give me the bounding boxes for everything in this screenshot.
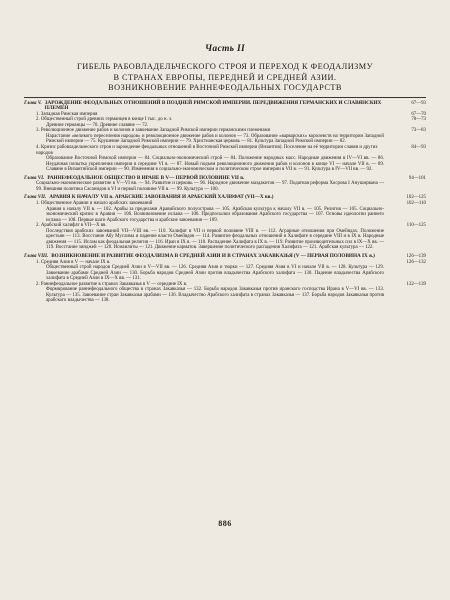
divider (24, 97, 426, 98)
chapter-title: РАННЕФЕОДАЛЬНОЕ ОБЩЕСТВО В ИРАНЕ В V— ПЕРВОЙ ПОЛОВИНЕ VII в. (47, 174, 245, 181)
section-detail: Образование Восточной Римской империи — 84. Социально-экономический строй — 84. Положение народных масс. Народные движения в IV—VI вв. — 86. Неудачная попытка укрепления империи в середине VI в. — 87. Новый подъем революционного движения рабов и колонов в конце VI — начале VII в. — 89. Славяне в Византийской империи — 90. Изменения в социально-экономическом и политическом строе империи в VII в. — 91. Культура в IV—VII вв. — 92. (46, 156, 384, 173)
chapter-detail: Социально-экономическое развитие в V—VI вв. — 94. Развитие и церковь — 96. Народное движение маздакитов — 97. Податная реформа Хосрова I Ануширвана — 99. Внешняя политика Сасанидов в VI и первой половине VII в. — 99. Культура — 100. (36, 181, 384, 192)
chapter-title: ЗАРОЖДЕНИЕ ФЕОДАЛЬНЫХ ОТНОШЕНИЙ В ПОЗДНЕЙ РИМСКОЙ ИМПЕРИИ. ПЕРЕДВИЖЕНИЯ ГЕРМАНСКИХ И СЛАВЯНСКИХ ПЛЕМЕН (44, 99, 382, 112)
section-detail: Аравия к началу VII в. — 102. Арабы за пределами Аравийского полуострова — 105. Арабская культура к началу VII в. — 105. Религия — 105. Социально-экономический кризис в Аравии — 106. Возникновение ислама — 106. Предпосылки образования Арабского государства — 107. Основы идеологии раннего ислама — 108. Первые шаги Арабского государства и арабские завоевания — 109. (46, 206, 384, 223)
page-number: 886 (218, 519, 232, 528)
section-row (24, 223, 426, 229)
section-pages: 73—83 (411, 128, 426, 134)
chapter-row (24, 101, 426, 112)
chapter-pages: 67—93 (411, 100, 426, 106)
section-title: 2. Общественный строй древних германцев в конце I тыс. до н. э. (36, 117, 173, 123)
part-title: Часть II (205, 44, 245, 54)
section-title: 3. Революционное движение рабов и колонов и завоевание Западной Римской империи германскими племенами (36, 128, 271, 134)
section-pages: 126—132 (406, 259, 426, 265)
section-pages: 67—70 (411, 111, 426, 117)
title-line: ГИБЕЛЬ РАБОВЛАДЕЛЬЧЕСКОГО СТРОЯ И ПЕРЕХОД К ФЕОДАЛИЗМУ (77, 62, 373, 71)
section-row (24, 201, 426, 207)
section-pages: 132—139 (406, 281, 426, 287)
chapter-title: ВОЗНИКНОВЕНИЕ И РАЗВИТИЕ ФЕОДАЛИЗМА В СРЕДНЕЙ АЗИИ И В СТРАНАХ ЗАКАВКАЗЬЯ (V — ПЕРВАЯ ПОЛОВИНА IX в.) (51, 252, 375, 259)
chapter-title: АРАВИЯ К НАЧАЛУ VII в. АРАБСКИЕ ЗАВОЕВАНИЯ И АРАБСКИЙ ХАЛИФАТ (VII—X вв.) (49, 194, 274, 201)
header (24, 44, 426, 94)
chapter-pages: 94—101 (408, 175, 426, 181)
section-row (24, 145, 426, 156)
section-pages: 102—110 (406, 200, 426, 206)
section-pages: 110—125 (406, 223, 426, 229)
chapter-pages: 102—125 (406, 195, 426, 201)
title-line: В СТРАНАХ ЕВРОПЫ, ПЕРЕДНЕЙ И СРЕДНЕЙ АЗИИ. (113, 72, 337, 82)
chapter-pages: 126—139 (406, 253, 426, 259)
section-detail: Формирование раннефеодального общества в странах Закавказья — 132. Борьба народов Закавказья против иранского господства Ирана в V—VI вв. — 133. Культура — 135. Завоевание стран Закавказья арабами — 136. Владычество Арабского халифата в странах Закавказья — 137. Борьба народов Закавказья против арабского владычества — 138. (46, 287, 384, 304)
section-detail: Последствия арабских завоеваний VII—VIII вв. — 110. Халифат в VII и первой половине VIII в. — 112. Аграрные отношения при Омейядах. Положение крестьян — 113. Восстание Абу Муслима и падение власти Омейядов — 114. Развитие феодальных отношений в Халифате в середине VIII и в IX в. Народные движения — 115. Ислам как феодальная религия — 116. Иран в IX в. — 118. Распадение Халифата в IX в. — 119. Развитие производительных сил в IX—X вв. — 119. Восстание зинджей — 120. Исмаилиты — 121. Движение карматов. Завершение политического распадения Халифата — 121. Арабская культура — 122. (46, 228, 384, 251)
section-detail: Общественный строй народов Средней Азии в V—VII вв. — 126. Средняя Азия и тюрки — 127. Средняя Азия в VI и начале VII в. — 128. Культура — 129. Завоевание арабами Средней Азии — 130. Борьба народов Средней Азии против владычества Арабского халифата — 130. Падение владычества Арабского халифата в Средней Азии в IX—X вв. — 131. (46, 265, 384, 282)
section-title: 1. Западная Римская империя (36, 111, 98, 117)
section-row (24, 117, 426, 123)
section-pages: 84—93 (411, 144, 426, 150)
table-of-contents (24, 101, 426, 304)
chapter-label: Глава VIII. (24, 253, 49, 259)
section-pages: 70—73 (411, 117, 426, 123)
chapter-label: Глава V. (24, 100, 42, 106)
chapter-label: Глава VII. (24, 195, 47, 201)
section-title: 4. Кризис рабовладельческого строя и зарождение феодальных отношений в Восточной Римской империи (Византия). Поселение на её территории славян и других народов (36, 144, 378, 156)
section-detail: Древние германцы — 70. Древние славяне — 72. (46, 122, 149, 128)
main-title (24, 62, 426, 94)
title-line: ВОЗНИКНОВЕНИЕ РАННЕФЕОДАЛЬНЫХ ГОСУДАРСТВ (108, 83, 342, 92)
section-title: 2. Раннефеодальное развитие в странах Закавказья в V — середине IX в. (36, 281, 188, 287)
section-title: 1. Средняя Азия в V — начале IX в. (36, 259, 111, 265)
section-title: 1. Общественное Аравии и начало арабских завоеваний (36, 200, 153, 206)
chapter-label: Глава VI. (24, 175, 45, 181)
section-detail: Нарастание «великого переселения народов» и революционное движение рабов и колонов — 73. Образование «варварских» королевств на территории Западной Римской империи — 75. Крушение Западной Римской империи — 79. Христианская церковь — 81. Культура Западной Римской империи — 82. (46, 133, 384, 145)
section-title: 2. Арабский халифат в VII—X вв. (36, 223, 107, 229)
